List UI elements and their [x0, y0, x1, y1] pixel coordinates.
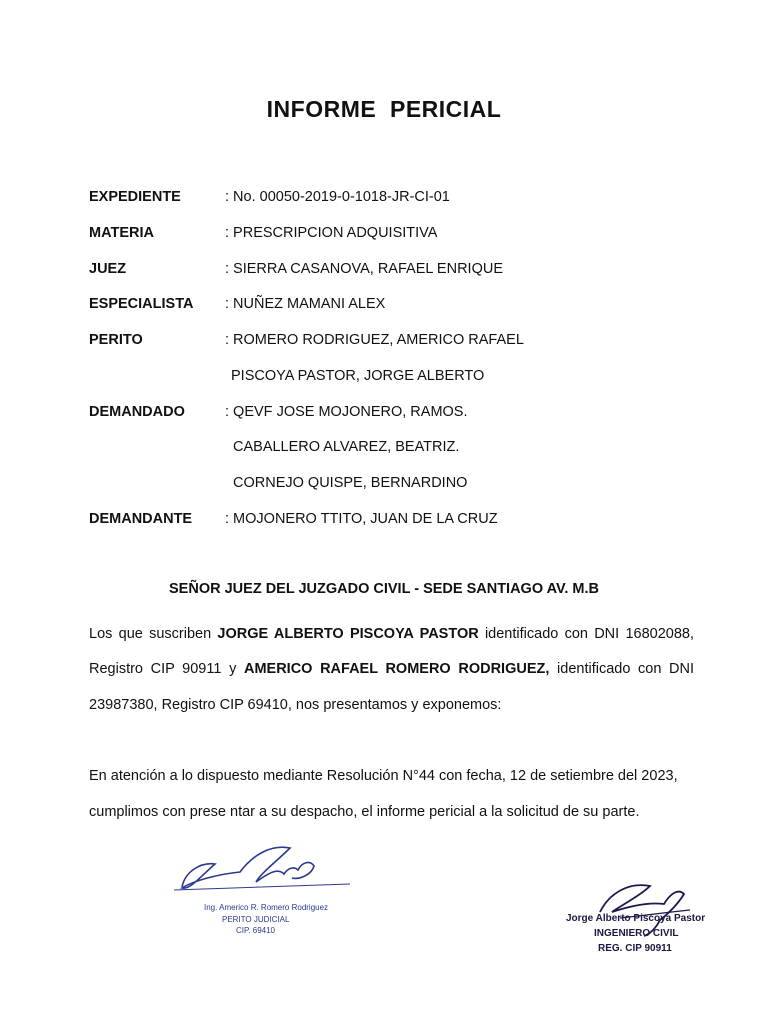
text-run: Los que suscriben	[89, 626, 218, 642]
field-label: DEMANDADO	[89, 404, 185, 420]
perito-continuation: PISCOYA PASTOR, JORGE ALBERTO	[231, 368, 485, 384]
field-value: : QEVF JOSE MOJONERO, RAMOS.	[225, 404, 468, 420]
paragraph-line: cumplimos con prese ntar a su despacho, el informe pericial a la solicitud de su parte.	[89, 804, 640, 820]
signature-cip: REG. CIP 90911	[598, 943, 672, 954]
signature-name: Ing. Americo R. Romero Rodriguez	[204, 903, 329, 912]
signature-left	[160, 832, 370, 952]
field-value: : SIERRA CASANOVA, RAFAEL ENRIQUE	[225, 261, 503, 277]
field-label: MATERIA	[89, 225, 154, 241]
field-value: : PRESCRIPCION ADQUISITIVA	[225, 225, 438, 241]
signature-role: INGENIERO CIVIL	[594, 928, 679, 939]
field-label: ESPECIALISTA	[89, 296, 194, 312]
signature-scribble	[160, 832, 370, 902]
field-value: : NUÑEZ MAMANI ALEX	[225, 296, 386, 312]
text-run: identificado con DNI 16802088,	[478, 626, 694, 642]
paragraph-line	[89, 625, 694, 643]
paragraph-line: En atención a lo dispuesto mediante Resolución N°44 con fecha, 12 de setiembre del 2023,	[89, 768, 678, 784]
paragraph-line: 23987380, Registro CIP 69410, nos presentamos y exponemos:	[89, 697, 502, 713]
field-label: DEMANDANTE	[89, 511, 193, 527]
signature-cip: CIP. 69410	[236, 926, 275, 935]
field-label: PERITO	[89, 332, 143, 348]
text-run: identificado con DNI	[549, 661, 695, 677]
field-label: JUEZ	[89, 261, 127, 277]
demandado-continuation: CABALLERO ALVAREZ, BEATRIZ.	[233, 439, 460, 455]
demandado-continuation: CORNEJO QUISPE, BERNARDINO	[233, 475, 468, 491]
signature-name: Jorge Alberto Piscoya Pastor	[566, 913, 706, 924]
bold-name: JORGE ALBERTO PISCOYA PASTOR	[217, 626, 479, 642]
page-title: INFORME PERICIAL	[266, 96, 502, 122]
bold-name: AMERICO RAFAEL ROMERO RODRIGUEZ,	[243, 661, 550, 677]
paragraph-line	[89, 660, 694, 678]
field-value: : No. 00050-2019-0-1018-JR-CI-01	[225, 189, 450, 205]
text-run: Registro CIP 90911 y	[89, 661, 244, 677]
field-label: EXPEDIENTE	[89, 189, 181, 205]
signature-role: PERITO JUDICIAL	[222, 915, 290, 924]
field-demandante	[89, 510, 498, 564]
field-value: : MOJONERO TTITO, JUAN DE LA CRUZ	[225, 511, 498, 527]
court-address: SEÑOR JUEZ DEL JUZGADO CIVIL - SEDE SANTIAGO AV. M.B	[169, 581, 599, 597]
field-value: : ROMERO RODRIGUEZ, AMERICO RAFAEL	[225, 332, 524, 348]
signature-right	[560, 872, 740, 982]
